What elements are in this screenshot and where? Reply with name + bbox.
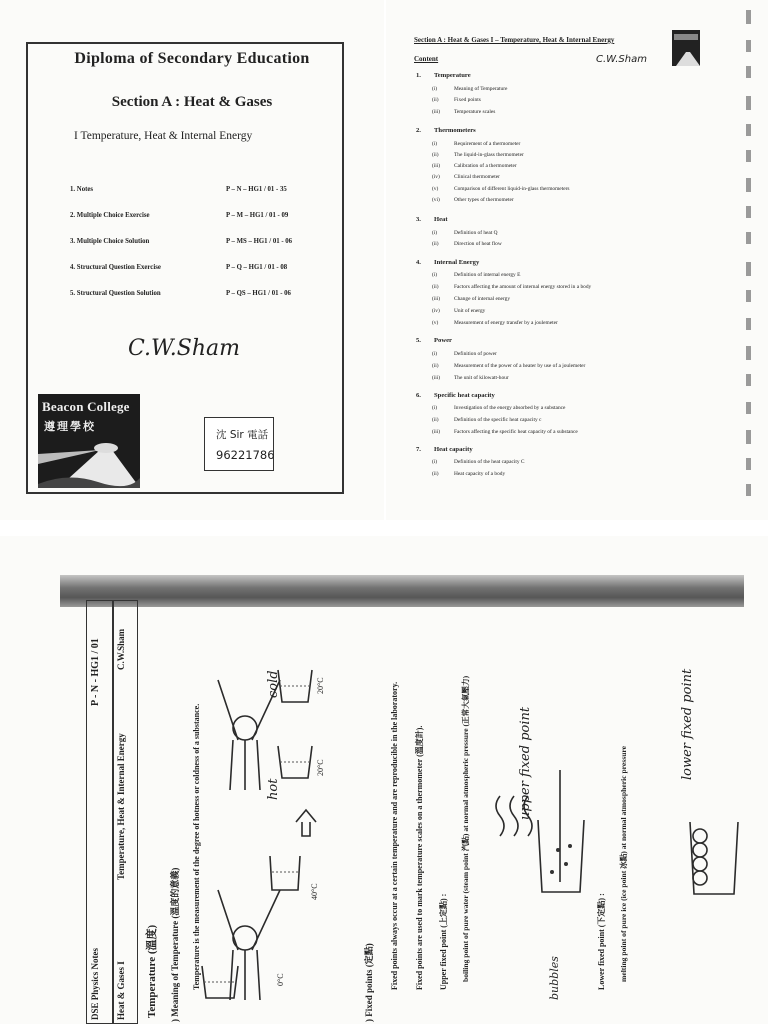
item-text: Requirement of a thermometer: [454, 141, 521, 147]
cover-item-code: P – N – HG1 / 01 - 35: [226, 186, 287, 193]
notes-upper-title: Upper fixed point (上定點) :: [439, 893, 448, 990]
section-number: 2.: [416, 127, 421, 134]
boiling-beaker: [496, 796, 584, 892]
section-title: Internal Energy: [434, 259, 480, 266]
item-text: The liquid-in-glass thermometer: [454, 152, 524, 158]
item-roman: (ii): [432, 417, 439, 423]
cover-item-code: P – QS – HG1 / 01 - 06: [226, 290, 291, 297]
item-text: Calibration of a thermometer: [454, 163, 517, 169]
notes-fixed-2: Fixed points are used to mark temperature scales on a thermometer (溫度計).: [415, 725, 424, 990]
contact-box: [204, 417, 274, 471]
cover-item-code: P – MS – HG1 / 01 - 06: [226, 238, 293, 245]
cover-item: [70, 238, 330, 245]
notes-lower-text: melting point of pure ice (ice point 冰點) at normal atmospheric pressure: [619, 745, 628, 982]
notes-upper-text: boiling point of pure water (steam point 汽點) at normal atmospheric pressure (正常大氣壓力): [461, 675, 470, 982]
section-number: 7.: [416, 446, 421, 453]
item-text: Unit of energy: [454, 308, 486, 314]
notes-lower-title: Lower fixed point (下定點) :: [597, 893, 606, 990]
section-number: 6.: [416, 392, 421, 399]
contents-page: [386, 0, 768, 520]
section-title: Temperature: [434, 72, 471, 79]
cover-section-title: Section A : Heat & Gases: [111, 94, 273, 110]
item-roman: (ii): [432, 471, 439, 477]
item-roman: (iii): [432, 109, 441, 115]
notes-fixed-1: Fixed points always occur at a certain temperature and are reproducible in the laboratory.: [390, 681, 399, 990]
up-arrow-icon: [296, 810, 316, 836]
cover-item-code: P – M – HG1 / 01 - 09: [226, 212, 289, 219]
scan-dark-band: [60, 575, 744, 607]
item-text: Temperature scales: [454, 109, 496, 115]
section-number: 3.: [416, 216, 421, 223]
item-roman: (ii): [432, 97, 439, 103]
cover-page: [0, 0, 384, 520]
person-left-icon: [218, 890, 280, 1000]
cover-item-label: 3. Multiple Choice Solution: [70, 238, 150, 245]
temperature-diagrams: [200, 650, 760, 1020]
item-text: Definition of the specific heat capacity c: [454, 417, 542, 423]
item-roman: (i): [432, 86, 438, 92]
beaker-cold-right: [278, 670, 312, 702]
item-roman: (i): [432, 459, 438, 465]
label-0c: 0°C: [276, 973, 285, 986]
notes-header-code: P - N - HG1 / 01: [90, 638, 101, 706]
item-roman: (ii): [432, 284, 439, 290]
cover-subtitle: I Temperature, Heat & Internal Energy: [74, 130, 253, 142]
section-number: 4.: [416, 259, 421, 266]
notes-header-unit: Heat & Gases I: [116, 961, 126, 1020]
item-roman: (v): [432, 186, 439, 192]
label-20c-a: 20°C: [316, 759, 325, 776]
label-lower-fixed-point: lower fixed point: [680, 668, 695, 780]
cover-item-label: 4. Structural Question Exercise: [70, 264, 161, 271]
item-text: Measurement of the power of a heater by use of a joulemeter: [454, 363, 586, 369]
item-roman: (iii): [432, 163, 441, 169]
section-number: 1.: [416, 72, 421, 79]
cover-item: [70, 290, 330, 297]
item-text: Clinical thermometer: [454, 174, 500, 180]
cover-item-label: 1. Notes: [70, 186, 94, 193]
notes-header-author: C.W.Sham: [116, 628, 126, 670]
item-roman: (ii): [432, 363, 439, 369]
section-number: 5.: [416, 337, 421, 344]
label-cold: cold: [266, 670, 281, 698]
notes-sub-meaning: ) Meaning of Temperature (溫度的意義): [170, 867, 180, 1022]
item-roman: (v): [432, 320, 439, 326]
notes-header-topic: Temperature, Heat & Internal Energy: [116, 733, 126, 880]
item-roman: (iii): [432, 296, 441, 302]
item-roman: (ii): [432, 152, 439, 158]
contents-header: Section A : Heat & Gases I – Temperature, Heat & Internal Energy: [414, 36, 615, 44]
label-20c-b: 20°C: [316, 677, 325, 694]
item-text: Definition of heat Q: [454, 230, 498, 236]
item-roman: (i): [432, 405, 438, 411]
lighthouse-icon: [38, 394, 140, 488]
logo-name-zh: 遵理學校: [44, 421, 96, 433]
ice-beaker: [690, 822, 738, 894]
item-text: Definition of power: [454, 351, 497, 357]
college-logo-small: [672, 30, 700, 66]
item-text: Investigation of the energy absorbed by a substance: [454, 405, 566, 411]
logo-name-en: Beacon College: [42, 399, 130, 414]
item-text: Direction of heat flow: [454, 241, 502, 247]
notes-header-course: DSE Physics Notes: [90, 947, 100, 1020]
item-roman: (i): [432, 230, 438, 236]
cover-title: Diploma of Secondary Education: [74, 50, 310, 67]
item-roman: (ii): [432, 241, 439, 247]
label-hot: hot: [266, 778, 281, 800]
item-roman: (iii): [432, 429, 441, 435]
item-text: Factors affecting the specific heat capacity of a substance: [454, 429, 578, 435]
contact-phone: 96221786: [216, 448, 275, 462]
cover-item-label: 2. Multiple Choice Exercise: [70, 212, 150, 219]
notes-header-divider: [112, 600, 114, 1024]
cover-item-code: P – Q – HG1 / 01 - 08: [226, 264, 288, 271]
notes-heading-temperature: Temperature (溫度): [146, 924, 158, 1018]
notes-sub-fixed: ) Fixed points (定點): [364, 943, 374, 1022]
section-title: Heat: [434, 216, 448, 223]
cover-item: [70, 186, 330, 193]
item-roman: (iii): [432, 375, 441, 381]
item-roman: (vi): [432, 197, 440, 203]
item-roman: (iv): [432, 174, 440, 180]
item-roman: (iv): [432, 308, 440, 314]
beaker-warm-left: [270, 856, 300, 890]
item-text: Meaning of Temperature: [454, 86, 508, 92]
item-text: Measurement of energy transfer by a joulemeter: [454, 320, 558, 326]
contents-author: C.W.Sham: [596, 54, 647, 65]
item-roman: (i): [432, 272, 438, 278]
item-text: Definition of internal energy E: [454, 272, 521, 278]
item-text: Other types of thermometer: [454, 197, 514, 203]
section-title: Heat capacity: [434, 446, 473, 453]
cover-signature: C.W.Sham: [128, 336, 241, 361]
label-40c: 40°C: [310, 883, 319, 900]
section-title: Power: [434, 337, 452, 344]
item-roman: (i): [432, 141, 438, 147]
section-title: Specific heat capacity: [434, 392, 495, 399]
beaker-hot-right: [278, 746, 312, 778]
contact-label: 沈 Sir 電話: [216, 429, 269, 441]
item-text: Change of internal energy: [454, 296, 511, 302]
cover-item: [70, 212, 330, 219]
scan-edge-texture: [736, 0, 768, 510]
item-text: Fixed points: [454, 97, 481, 103]
item-text: Heat capacity of a body: [454, 471, 506, 477]
cover-item-label: 5. Structural Question Solution: [70, 290, 161, 297]
item-text: Comparison of different liquid-in-glass thermometers: [454, 186, 570, 192]
notes-meaning-text: Temperature is the measurement of the degree of hotness or coldness of a substance.: [192, 703, 201, 990]
lighthouse-icon: [672, 30, 700, 66]
item-text: The unit of kilowatt-hour: [454, 375, 509, 381]
label-bubbles: bubbles: [548, 956, 561, 1000]
item-text: Definition of the heat capacity C: [454, 459, 525, 465]
beaker-cold-left: [202, 966, 238, 998]
label-upper-fixed-point: upper fixed point: [518, 706, 533, 820]
contents-label: Content: [414, 55, 439, 63]
item-roman: (i): [432, 351, 438, 357]
beacon-college-logo: [38, 394, 140, 488]
cover-item: [70, 264, 330, 271]
item-text: Factors affecting the amount of internal energy stored in a body: [454, 284, 592, 290]
section-title: Thermometers: [434, 127, 476, 134]
